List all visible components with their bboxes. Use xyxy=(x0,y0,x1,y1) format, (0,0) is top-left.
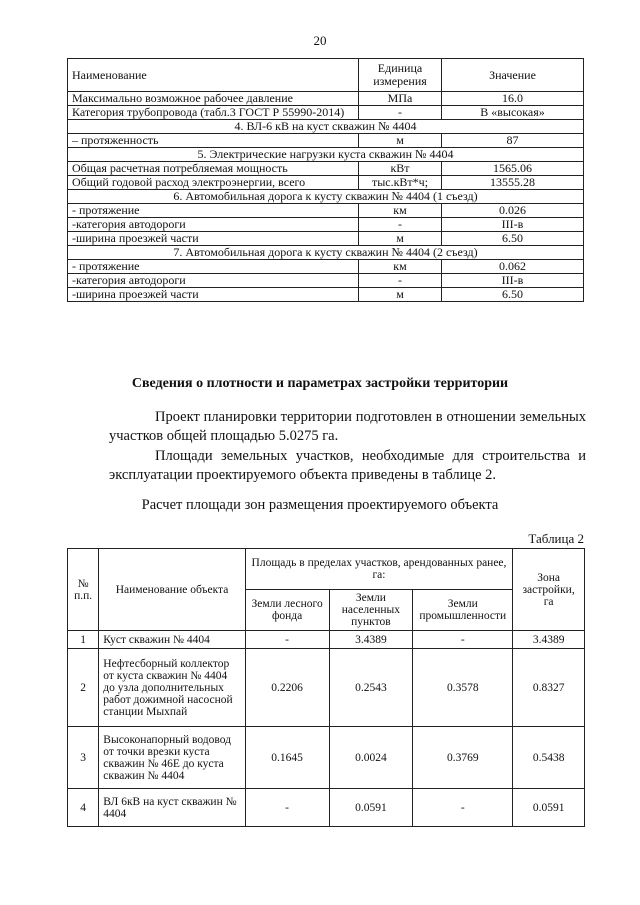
header-area-group: Площадь в пределах участков, арендованных ранее, га: xyxy=(245,549,513,590)
header-settlements: Земли населенных пунктов xyxy=(329,590,413,631)
area-table-body xyxy=(68,631,585,827)
table-row xyxy=(68,789,585,827)
cell-name: Общий годовой расход электроэнергии, всего xyxy=(68,176,359,190)
table-row xyxy=(68,288,584,302)
cell-value: 1565.06 xyxy=(442,162,584,176)
section-row xyxy=(68,120,584,134)
header-name: Наименование xyxy=(68,59,359,92)
table2-label: Таблица 2 xyxy=(528,531,584,546)
cell-value: III-в xyxy=(442,218,584,232)
section-row xyxy=(68,148,584,162)
cell-num: 2 xyxy=(68,649,99,727)
table-row xyxy=(68,92,584,106)
cell-name: - протяжение xyxy=(68,204,359,218)
header-forest: Земли лесного фонда xyxy=(245,590,329,631)
table-row xyxy=(68,176,584,190)
cell-object-name: ВЛ 6кВ на куст скважин № 4404 xyxy=(99,789,245,827)
header-value: Значение xyxy=(442,59,584,92)
table2-header-row xyxy=(68,549,585,590)
paragraph-1-text: Проект планировки территории подготовлен в отношении земельных участков общей площадью 5.0275 га. xyxy=(109,409,586,444)
cell-unit: м xyxy=(359,288,442,302)
cell-forest: 0.1645 xyxy=(245,727,329,789)
table-row xyxy=(68,106,584,120)
table-row xyxy=(68,232,584,246)
table-row xyxy=(68,649,585,727)
table2-title: Расчет площади зон размещения проектируемого объекта xyxy=(141,497,499,513)
header-zone: Зона застройки, га xyxy=(513,549,585,631)
cell-object-name: Нефтесборный коллектор от куста скважин № 4404 до узла дополнительных работ дожимной насосной станции Мыхпай xyxy=(99,649,245,727)
cell-settlements: 3.4389 xyxy=(329,631,413,649)
cell-name: -категория автодороги xyxy=(68,274,359,288)
cell-value: 6.50 xyxy=(442,288,584,302)
cell-settlements: 0.0591 xyxy=(329,789,413,827)
table-header-row xyxy=(68,59,584,92)
section-title: 4. ВЛ-6 кВ на куст скважин № 4404 xyxy=(68,120,584,134)
cell-forest: 0.2206 xyxy=(245,649,329,727)
parameters-table-body xyxy=(68,92,584,302)
section-title: 7. Автомобильная дорога к кусту скважин № 4404 (2 съезд) xyxy=(68,246,584,260)
cell-unit: км xyxy=(359,260,442,274)
cell-unit: - xyxy=(359,218,442,232)
cell-value: 6.50 xyxy=(442,232,584,246)
cell-unit: м xyxy=(359,232,442,246)
paragraph-2-text: Площади земельных участков, необходимые для строительства и эксплуатации проектируемого объекта приведены в таблице 2. xyxy=(109,448,586,483)
header-unit: Единица измерения xyxy=(359,59,442,92)
cell-value: 0.062 xyxy=(442,260,584,274)
cell-forest: - xyxy=(245,789,329,827)
cell-name: Категория трубопровода (табл.3 ГОСТ Р 55990-2014) xyxy=(68,106,359,120)
cell-value: В «высокая» xyxy=(442,106,584,120)
table-row xyxy=(68,204,584,218)
cell-industry: 0.3578 xyxy=(413,649,513,727)
cell-unit: - xyxy=(359,106,442,120)
cell-unit: МПа xyxy=(359,92,442,106)
cell-zone: 3.4389 xyxy=(513,631,585,649)
cell-industry: 0.3769 xyxy=(413,727,513,789)
cell-name: Максимально возможное рабочее давление xyxy=(68,92,359,106)
cell-value: III-в xyxy=(442,274,584,288)
section-row xyxy=(68,190,584,204)
section-title: 5. Электрические нагрузки куста скважин № 4404 xyxy=(68,148,584,162)
table-row xyxy=(68,218,584,232)
section-heading: Сведения о плотности и параметрах застройки территории xyxy=(131,376,509,391)
table-row xyxy=(68,274,584,288)
cell-num: 1 xyxy=(68,631,99,649)
cell-zone: 0.0591 xyxy=(513,789,585,827)
cell-industry: - xyxy=(413,631,513,649)
paragraph-2 xyxy=(109,447,586,485)
cell-object-name: Высоконапорный водовод от точки врезки куста скважин № 46Е до куста скважин № 4404 xyxy=(99,727,245,789)
cell-unit: - xyxy=(359,274,442,288)
table-row xyxy=(68,162,584,176)
cell-settlements: 0.2543 xyxy=(329,649,413,727)
header-industry: Земли промышленности xyxy=(413,590,513,631)
header-num: № п.п. xyxy=(68,549,99,631)
table-row xyxy=(68,631,585,649)
cell-unit: тыс.кВт*ч; xyxy=(359,176,442,190)
table-row xyxy=(68,727,585,789)
cell-name: - протяжение xyxy=(68,260,359,274)
section-row xyxy=(68,246,584,260)
section-title: 6. Автомобильная дорога к кусту скважин № 4404 (1 съезд) xyxy=(68,190,584,204)
cell-num: 4 xyxy=(68,789,99,827)
cell-unit: кВт xyxy=(359,162,442,176)
cell-object-name: Куст скважин № 4404 xyxy=(99,631,245,649)
cell-unit: км xyxy=(359,204,442,218)
page-number: 20 xyxy=(313,33,327,48)
parameters-table xyxy=(67,58,584,302)
cell-value: 13555.28 xyxy=(442,176,584,190)
cell-industry: - xyxy=(413,789,513,827)
cell-num: 3 xyxy=(68,727,99,789)
cell-unit: м xyxy=(359,134,442,148)
cell-name: – протяженность xyxy=(68,134,359,148)
paragraph-1 xyxy=(109,408,586,446)
header-object-name: Наименование объекта xyxy=(99,549,245,631)
table-row xyxy=(68,134,584,148)
cell-name: -категория автодороги xyxy=(68,218,359,232)
cell-value: 16.0 xyxy=(442,92,584,106)
cell-zone: 0.5438 xyxy=(513,727,585,789)
cell-name: -ширина проезжей части xyxy=(68,232,359,246)
cell-value: 87 xyxy=(442,134,584,148)
cell-zone: 0.8327 xyxy=(513,649,585,727)
cell-name: -ширина проезжей части xyxy=(68,288,359,302)
area-table xyxy=(67,548,585,827)
cell-name: Общая расчетная потребляемая мощность xyxy=(68,162,359,176)
cell-forest: - xyxy=(245,631,329,649)
cell-settlements: 0.0024 xyxy=(329,727,413,789)
table-row xyxy=(68,260,584,274)
cell-value: 0.026 xyxy=(442,204,584,218)
